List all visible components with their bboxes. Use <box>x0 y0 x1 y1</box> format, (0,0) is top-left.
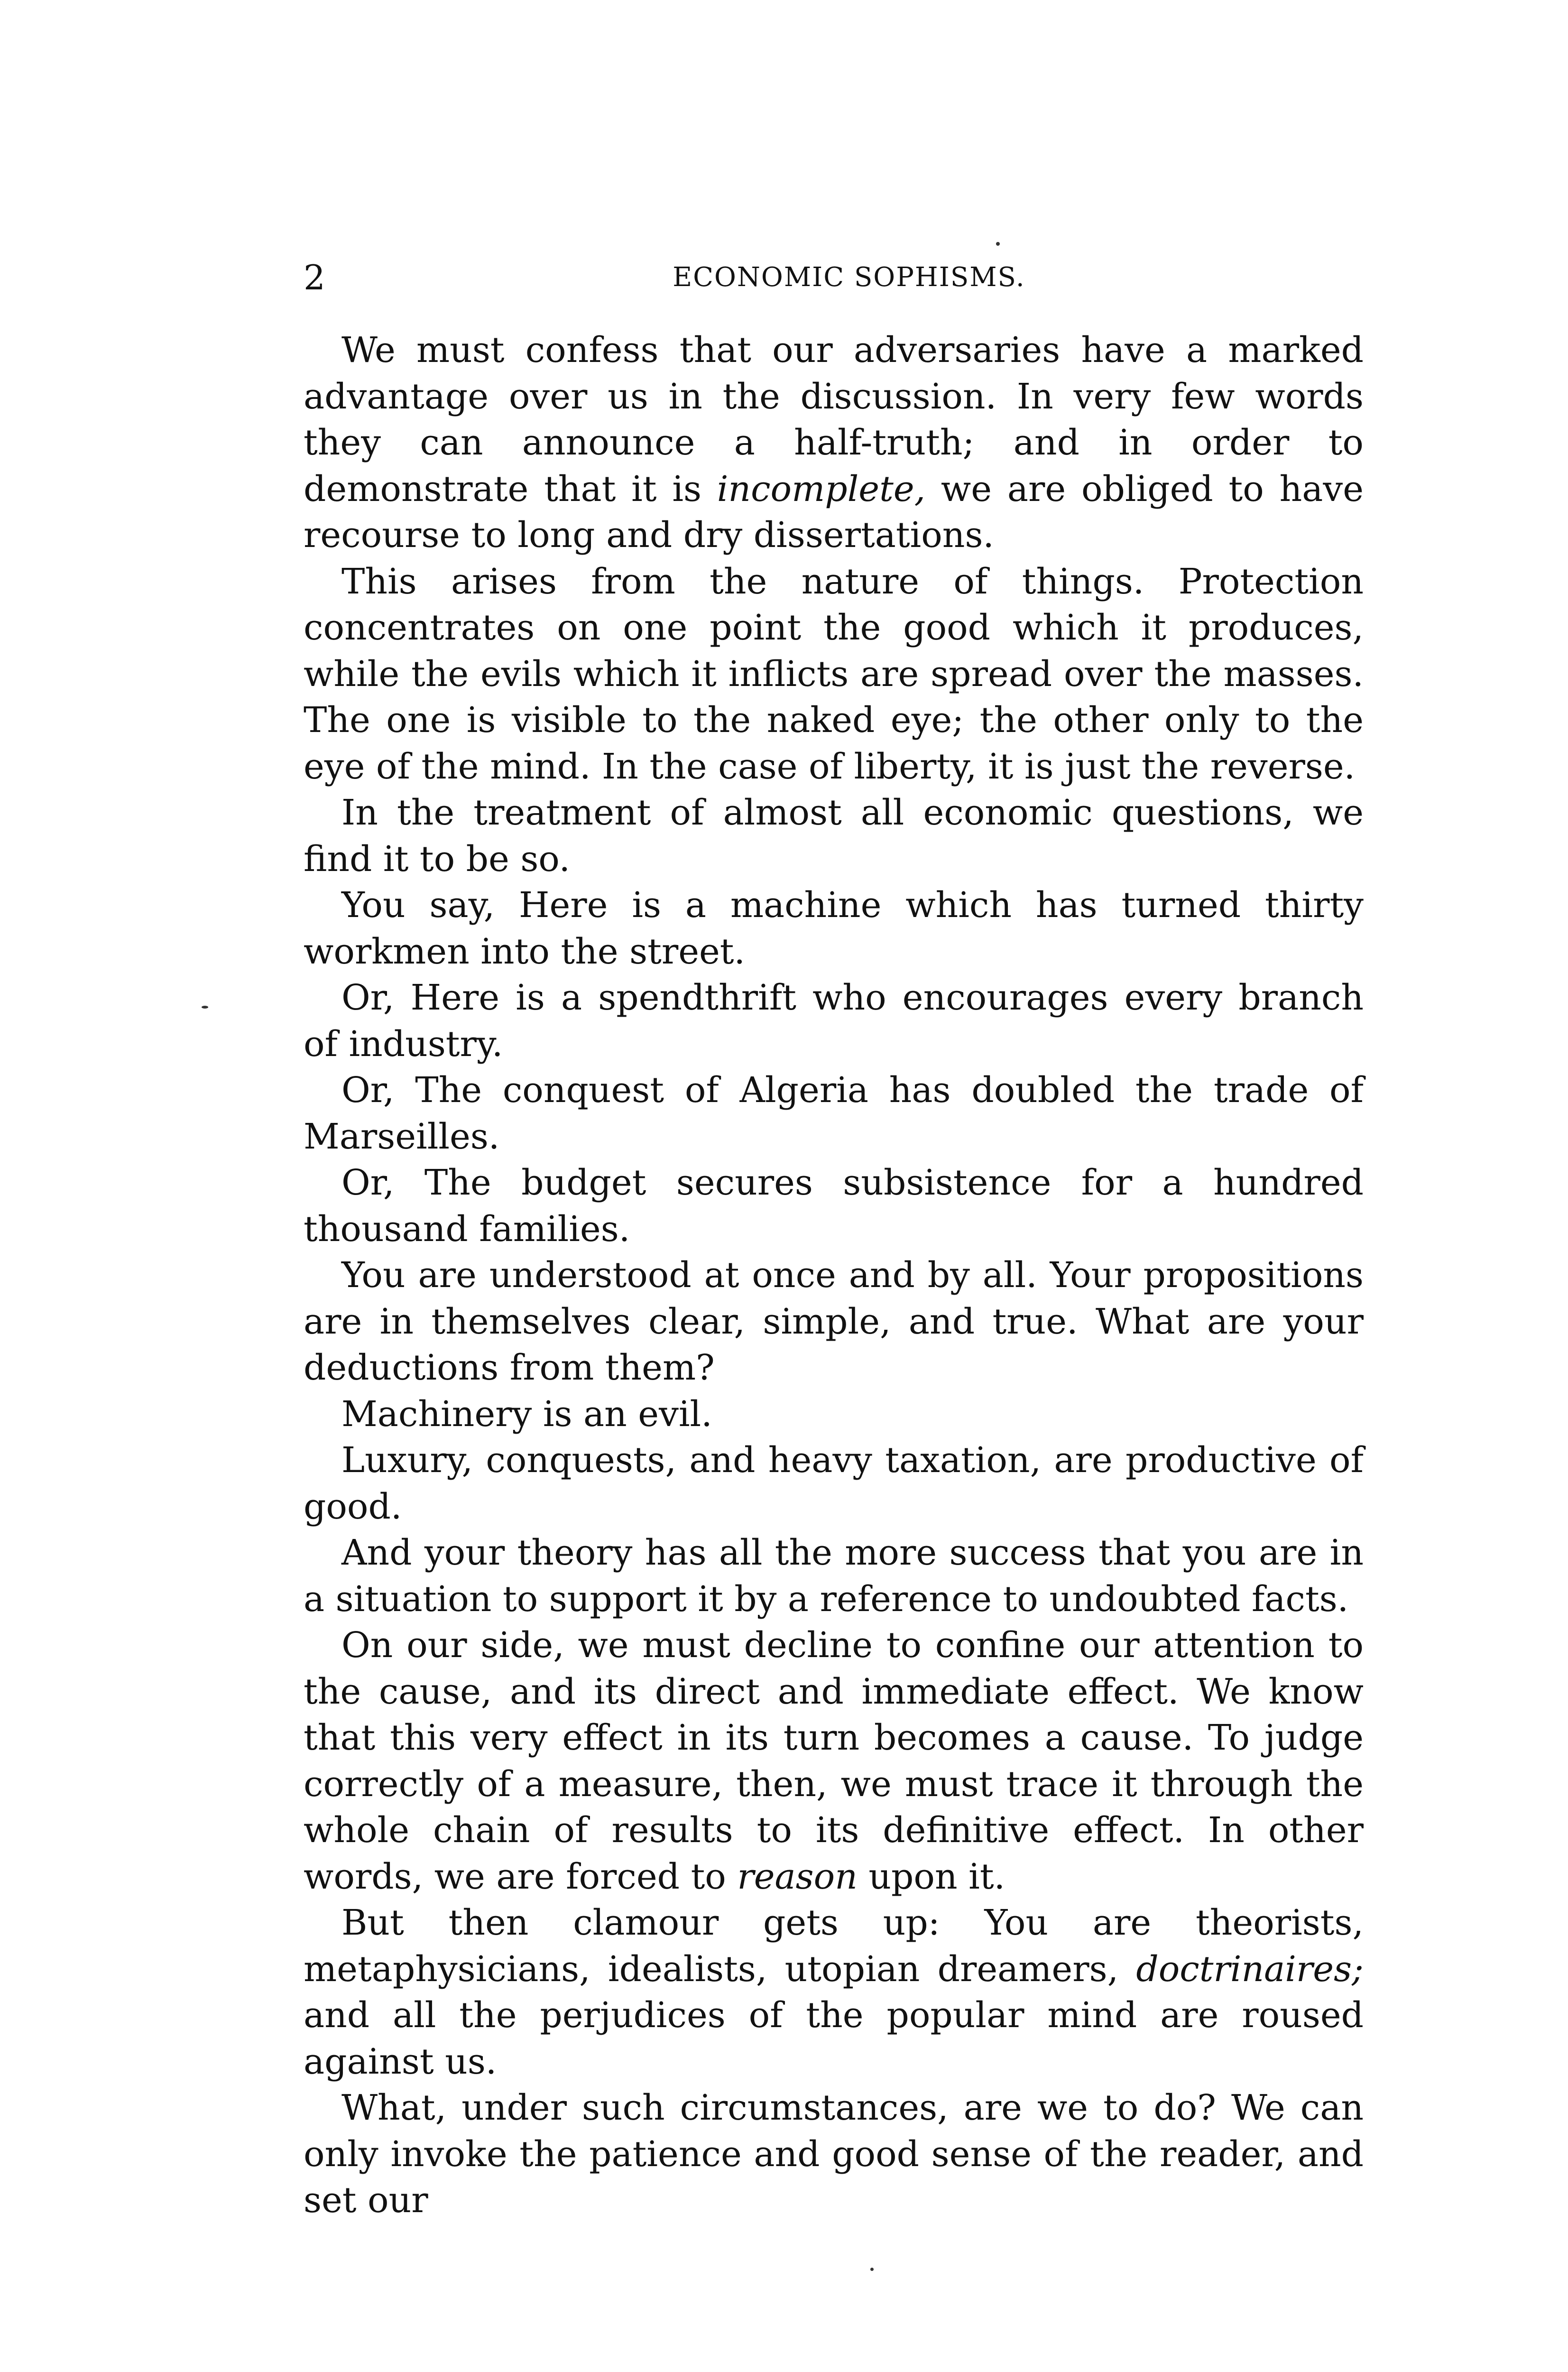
paragraph-text: upon it. <box>857 1856 1005 1897</box>
paragraph-text: Or, The conquest of Algeria has doubled the trade of Marseilles. <box>304 1070 1364 1157</box>
paragraph-text: Or, The budget secures subsistence for a hundred thousand families. <box>304 1162 1364 1250</box>
paragraph <box>304 1067 1364 1160</box>
paragraph-text: Luxury, conquests, and heavy taxation, are productive of good. <box>304 1440 1364 1527</box>
paragraph <box>304 327 1364 559</box>
italic-text: incomplete, <box>717 468 926 510</box>
italic-text: reason <box>737 1856 858 1897</box>
paragraph-text: You are understood at once and by all. Your propositions are in themselves clear, simple, and true. What are your deductions from them? <box>304 1255 1364 1388</box>
page-header <box>304 251 1394 304</box>
paragraph <box>304 1391 1364 1438</box>
paragraph-text: we are obliged to have recourse to long and dry dissertations. <box>304 468 1364 556</box>
paragraph-text: But then clamour gets up: You are theorists, metaphysicians, idealists, utopian dreamers, <box>304 1902 1364 1990</box>
paragraph-text: Or, Here is a spendthrift who encourages every branch of industry. <box>304 977 1364 1065</box>
scan-speck <box>202 1006 208 1009</box>
running-title: ECONOMIC SOPHISMS. <box>673 262 1025 293</box>
italic-text: doctrinaires; <box>1136 1948 1364 1990</box>
paragraph-text: We must confess that our adversaries have a marked advantage over us in the discussion. In very few words they can announce a half-truth; and in order to demonstrate that it is <box>304 330 1364 510</box>
paragraph <box>304 882 1364 975</box>
paragraph <box>304 1900 1364 2085</box>
paragraph-text: In the treatment of almost all economic questions, we find it to be so. <box>304 792 1364 880</box>
paragraph <box>304 1530 1364 1622</box>
paragraph <box>304 1437 1364 1530</box>
paragraph <box>304 975 1364 1067</box>
page-number: 2 <box>304 258 325 297</box>
paragraph-text: On our side, we must decline to confine our attention to the cause, and its direct and immediate effect. We know that this very effect in its turn becomes a cause. To judge correctly of a measure, then, we must trace it through the whole chain of results to its definitive effect. In other words, we are forced to <box>304 1625 1364 1897</box>
body-text <box>304 327 1364 2224</box>
scan-speck <box>996 242 1000 246</box>
paragraph <box>304 1160 1364 1252</box>
paragraph <box>304 1622 1364 1900</box>
paragraph <box>304 559 1364 790</box>
paragraph <box>304 2085 1364 2224</box>
paragraph-text: And your theory has all the more success that you are in a situation to support it by a reference to undoubted facts. <box>304 1532 1364 1620</box>
scan-speck <box>870 2268 874 2271</box>
paragraph <box>304 1252 1364 1391</box>
paragraph-text: This arises from the nature of things. Protection concentrates on one point the good which it produces, while the evils which it inflicts are spread over the masses. The one is visible to the naked eye; the other only to the eye of the mind. In the case of liberty, it is just the reverse. <box>304 561 1364 787</box>
paragraph <box>304 790 1364 882</box>
paragraph-text: What, under such circumstances, are we to do? We can only invoke the patience and good sense of the reader, and set our <box>304 2087 1364 2221</box>
paragraph-text: You say, Here is a machine which has turned thirty workmen into the street. <box>304 885 1364 972</box>
paragraph-text: Machinery is an evil. <box>341 1393 712 1435</box>
paragraph-text: and all the perjudices of the popular mind are roused against us. <box>304 1995 1364 2082</box>
